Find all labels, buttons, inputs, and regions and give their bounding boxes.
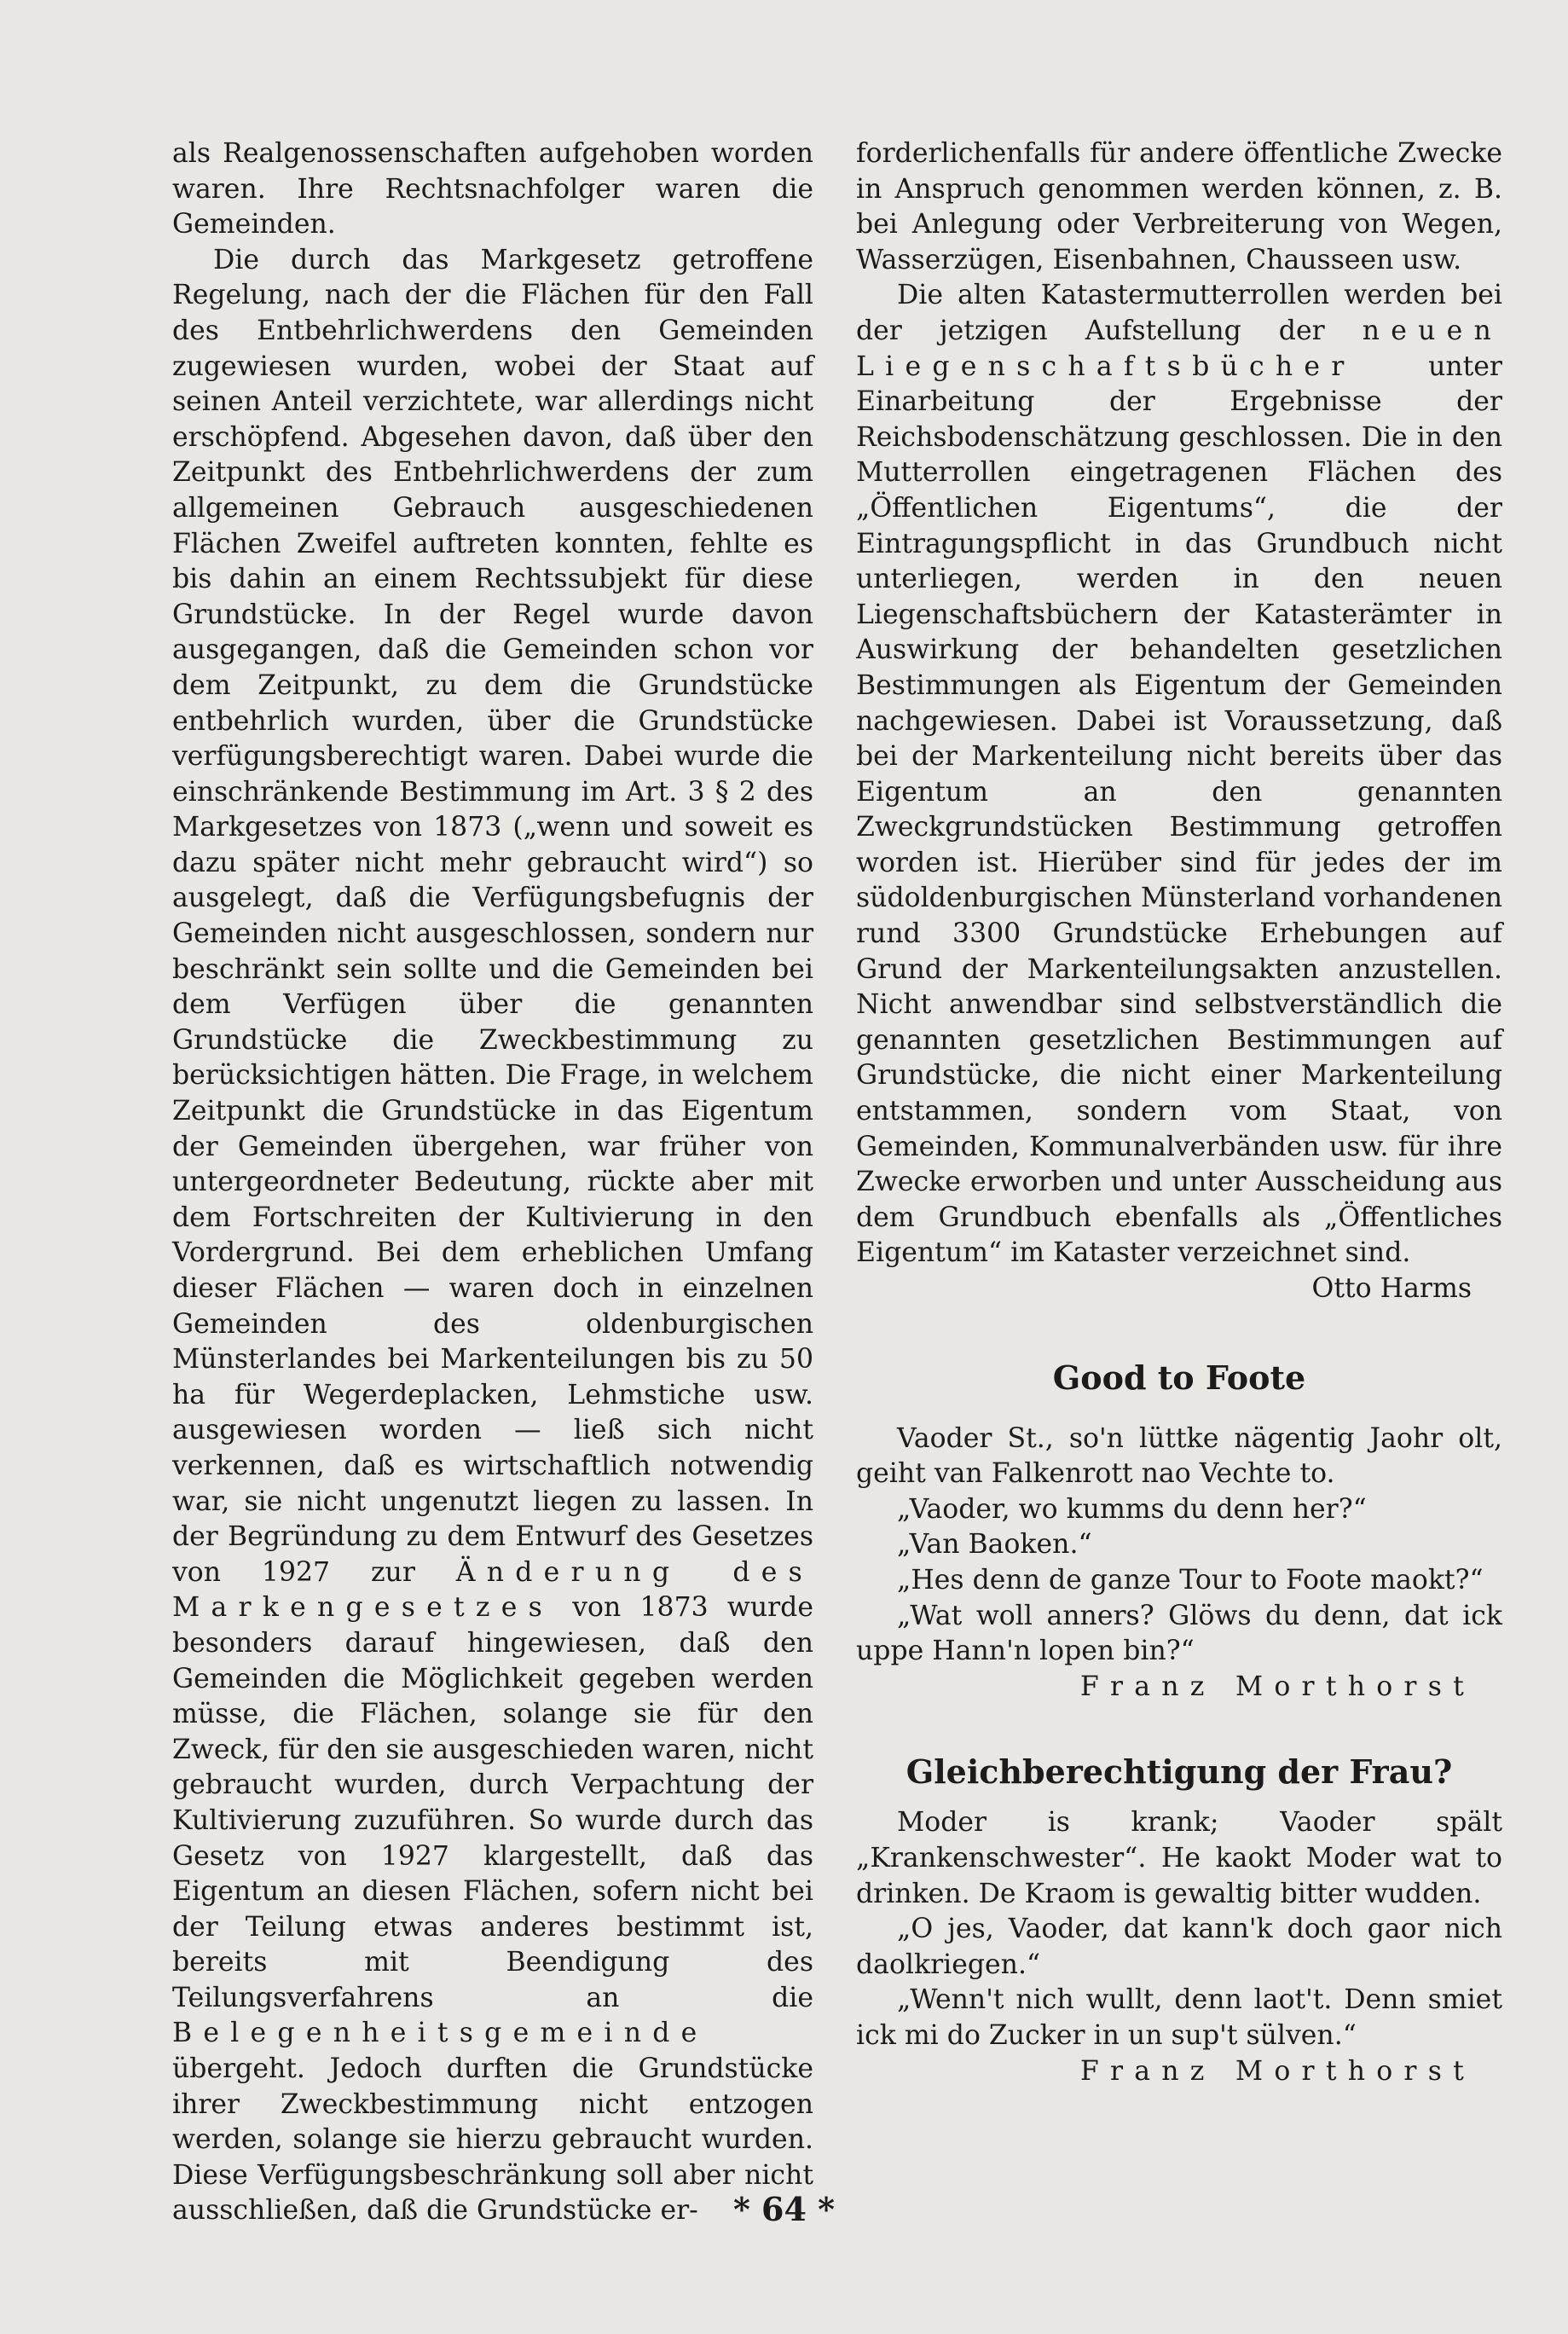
author-signature: Otto Harms [1311, 1273, 1472, 1304]
story-line: „O jes, Vaoder, dat kann'k doch gaor nich daolkriegen.“ [856, 1914, 1502, 1980]
left-paragraph-2 [172, 243, 813, 2229]
story-line: „Wat woll anners? Glöws du denn, dat ick uppe Hann'n lopen bin?“ [856, 1600, 1502, 1667]
story-line: „Wenn't nich wullt, denn laot't. Denn smiet ick mi do Zucker in un sup't sülven.“ [856, 1984, 1502, 2051]
left-text-c: übergeht. Jedoch durften die Grundstücke ihrer Zweckbestimmung nicht entzogen werden, solange sie hierzu gebraucht wurden. Diese Verfügungsbeschränkung soll aber nicht ausschließen, daß die Grundstücke er- [172, 2053, 813, 2227]
story-heading: Good to Foote [1052, 1358, 1306, 1397]
spaced-emphasis-law-title: Änderung des Markengesetzes [172, 1556, 813, 1624]
story-line: Moder is krank; Vaoder spält „Krankenschwester“. He kaokt Moder wat to drinken. De Kraom is gewaltig bitter wudden. [856, 1807, 1502, 1909]
spaced-emphasis-registry: neuen Liegenschaftsbücher [856, 315, 1502, 382]
left-text-b: von 1873 wurde besonders darauf hingewiesen, daß den Gemeinden die Möglichkeit gegeben werden müsse, die Flächen, solange sie für den Zweck, für den sie ausgeschieden waren, nicht gebraucht wurden, durch Verpachtung der Kultivierung zuzuführen. So wurde durch das Gesetz von 1927 klargestellt, daß das Eigentum an diesen Flächen, sofern nicht bei der Teilung etwas anderes bestimmt ist, bereits mit Beendigung des Teilungsverfahrens an die [172, 1592, 813, 2013]
right-column [856, 136, 1502, 2089]
right-text-b: unter Einarbeitung der Ergebnisse der Reichsbodenschätzung geschlossen. Die in den Mutterrollen eingetragenen Flächen des „Öffentlichen Eigentums“, die der Eintragungspflicht in das Grundbuch nicht unterliegen, werden in den neuen Liegenschaftsbüchern der Katasterämter in Auswirkung der behandelten gesetzlichen Bestimmungen als Eigentum der Gemeinden nachgewiesen. Dabei ist Voraussetzung, daß bei der Markenteilung nicht bereits über das Eigentum an den genannten Zweckgrundstücken Bestimmung getroffen worden ist. Hierüber sind für jedes der im südoldenburgischen Münsterland vorhandenen rund 3300 Grundstücke Erhebungen auf Grund der Markenteilungsakten anzustellen. Nicht anwendbar sind selbstverständlich die genannten gesetzlichen Bestimmungen auf Grundstücke, die nicht einer Markenteilung entstammen, sondern vom Staat, von Gemeinden, Kommunalverbänden usw. für ihre Zwecke erworben und unter Ausscheidung aus dem Grundbuch ebenfalls als „Öffentliches Eigentum“ im Kataster verzeichnet sind. [856, 350, 1502, 1269]
spaced-emphasis-municipality: Belegenheitsgemeinde [172, 2018, 709, 2049]
left-text-a: Die durch das Markgesetz getroffene Regelung, nach der die Flächen für den Fall des Entbehrlichwerdens den Gemeinden zugewiesen wurden, wobei der Staat auf seinen Anteil verzichtete, war allerdings nicht erschöpfend. Abgesehen davon, daß über den Zeitpunkt des Entbehrlichwerdens der zum allgemeinen Gebrauch ausgeschiedenen Flächen Zweifel auftreten konnten, fehlte es bis dahin an einem Rechtssubjekt für diese Grundstücke. In der Regel wurde davon ausgegangen, daß die Gemeinden schon vor dem Zeitpunkt, zu dem die Grundstücke entbehrlich wurden, über die Grundstücke verfügungsberechtigt waren. Dabei wurde die einschränkende Bestimmung im Art. 3 § 2 des Markgesetzes von 1873 („wenn und soweit es dazu später nicht mehr gebraucht wird“) so ausgelegt, daß die Verfügungsbefugnis der Gemeinden nicht ausgeschlossen, sondern nur beschränkt sein sollte und die Gemeinden bei dem Verfügen über die genannten Grundstücke die Zweckbestimmung zu berücksichtigen hätten. Die Frage, in welchem Zeitpunkt die Grundstücke in das Eigentum der Gemeinden übergehen, war früher von untergeordneter Bedeutung, rückte aber mit dem Fortschreiten der Kultivierung in den Vordergrund. Bei dem erheblichen Umfang dieser Flächen — waren doch in einzelnen Gemeinden des oldenburgischen Münsterlandes bei Markenteilungen bis zu 50 ha für Wegerdeplacken, Lehmstiche usw. ausgewiesen worden — ließ sich nicht verkennen, daß es wirtschaftlich notwendig war, sie nicht ungenutzt liegen zu lassen. In der Begründung zu dem Entwurf des Gesetzes von 1927 zur [172, 244, 813, 1588]
story-line: Vaoder St., so'n lüttke nägentig Jaohr olt, geiht van Falkenrott nao Vechte to. [856, 1422, 1502, 1490]
author-signature: Franz Morthorst [1079, 1671, 1475, 1702]
story-line: „Vaoder, wo kumms du denn her?“ [897, 1493, 1367, 1525]
story-line: „Van Baoken.“ [897, 1529, 1092, 1561]
left-column [172, 136, 813, 2229]
page-number: * 64 * [732, 2190, 836, 2228]
right-paragraph-2 [856, 278, 1502, 1271]
author-signature: Franz Morthorst [1079, 2055, 1475, 2087]
right-paragraph-1: forderlichenfalls für andere öffentliche Zwecke in Anspruch genommen werden können, z. B. bei Anlegung oder Verbreiterung von Wegen, Wasserzügen, Eisenbahnen, Chausseen usw. [856, 138, 1502, 275]
right-text-a: Die alten Katastermutterrollen werden bei der jetzigen Aufstellung der [856, 280, 1502, 346]
story-line: „Hes denn de ganze Tour to Foote maokt?“ [897, 1564, 1484, 1596]
story-heading: Gleichberechtigung der Frau? [906, 1752, 1453, 1792]
left-paragraph-1: als Realgenossenschaften aufgehoben worden waren. Ihre Rechtsnachfolger waren die Gemeinden. [172, 138, 813, 240]
